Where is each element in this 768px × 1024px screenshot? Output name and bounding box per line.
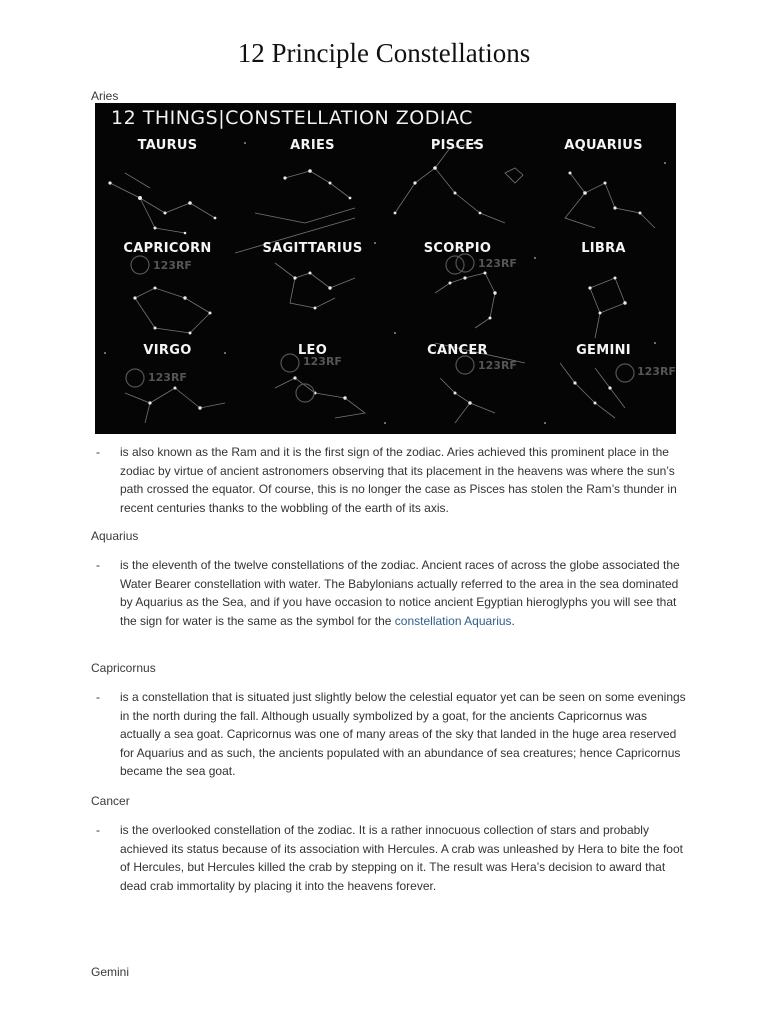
bullet-dash: - bbox=[96, 690, 100, 704]
sign-label-virgo: VIRGO bbox=[143, 343, 192, 358]
sign-label-cancer: CANCER bbox=[427, 343, 488, 358]
page-title: 12 Principle Constellations bbox=[237, 38, 531, 68]
bullet-dash: - bbox=[96, 558, 100, 572]
section-text-capricornus bbox=[96, 688, 686, 781]
sign-label-capricorn: CAPRICORN bbox=[123, 241, 212, 256]
banner-title: 12 THINGS|CONSTELLATION ZODIAC bbox=[111, 107, 473, 129]
constellation-aquarius-link[interactable]: constellation Aquarius bbox=[394, 613, 512, 628]
sign-label-aries: ARIES bbox=[290, 138, 335, 153]
bullet-dash: - bbox=[96, 823, 100, 837]
paragraph-text: is also known as the Ram and it is the first sign of the zodiac. Aries achieved this prominent place in the zodiac by virtue of ancient astronomers observing that its placement in the heavens was where the sun’s path crossed the equator. Of course, this is no longer the case as Pisces has stolen the Ram’s thunder in recent centuries thanks to the wobbling of the earth of its axis. bbox=[120, 445, 677, 515]
sign-label-scorpio: SCORPIO bbox=[423, 241, 492, 256]
paragraph-text: is the overlooked constellation of the zodiac. It is a rather innocuous collection of stars and probably achieved its status because of its association with Hercules. A crab was unleashed by Hera to bite the foot of Hercules, but Hercules killed the crab by stepping on it. The result was Hera’s decision to award that dead crab immortality by placing it into the heavens forever. bbox=[120, 823, 683, 893]
sign-label-taurus: TAURUS bbox=[137, 138, 198, 153]
watermark-text: 123RF bbox=[478, 359, 517, 372]
sign-label-leo: LEO bbox=[297, 343, 328, 358]
paragraph-text-end: . bbox=[511, 613, 515, 628]
constellation-banner-image bbox=[95, 103, 676, 434]
watermark-text: 123RF bbox=[478, 257, 517, 270]
paragraph-text: is a constellation that is situated just slightly below the celestial equator yet can be seen on some evenings in the north during the fall. Although usually symbolized by a goat, for the ancients Capricornus was actually a sea goat. Capricornus was one of many areas of the sky that landed in the huge area reserved for Aquarius and as such, the ancients populated with an abundance of sea creatures; hence Capricornus became the sea goat. bbox=[120, 690, 686, 779]
section-text-aquarius bbox=[96, 556, 686, 630]
sign-label-pisces: PISCES bbox=[430, 138, 485, 153]
bullet-dash: - bbox=[96, 445, 100, 459]
section-heading-aquarius: Aquarius bbox=[91, 529, 139, 543]
sign-label-gemini: GEMINI bbox=[576, 343, 631, 358]
section-text-cancer bbox=[96, 821, 686, 895]
section-heading-cancer: Cancer bbox=[91, 794, 130, 808]
watermark-text: 123RF bbox=[153, 259, 192, 272]
watermark-text: 123RF bbox=[303, 355, 342, 368]
section-heading-aries: Aries bbox=[91, 89, 119, 103]
sign-label-libra: LIBRA bbox=[581, 241, 626, 256]
sign-label-sagittarius: SAGITTARIUS bbox=[262, 241, 363, 256]
section-text-aries bbox=[96, 443, 686, 517]
paragraph-text: is the eleventh of the twelve constellations of the zodiac. Ancient races of across the globe associated the Water Bearer constellation with water. The Babylonians actually referred to the area in the sea dominated by Aquarius as the Sea, and if you have occasion to notice ancient Egyptian hieroglyphs you will see that the sign for water is the same as the symbol for the bbox=[120, 558, 680, 628]
watermark-text: 123RF bbox=[148, 371, 187, 384]
section-heading-gemini: Gemini bbox=[91, 965, 130, 979]
sign-label-aquarius: AQUARIUS bbox=[564, 138, 643, 153]
section-heading-capricornus: Capricornus bbox=[91, 661, 156, 675]
watermark-text: 123RF bbox=[637, 365, 676, 378]
